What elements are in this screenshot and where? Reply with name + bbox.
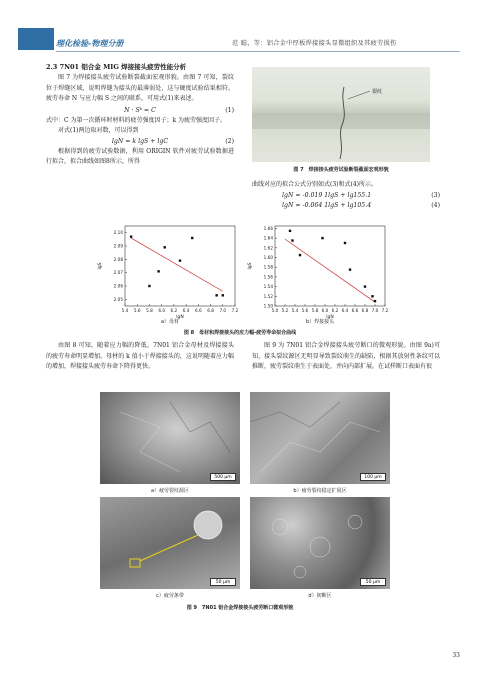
scale-bar-a: 500 μm: [210, 473, 236, 481]
figure-7-photo: [252, 67, 430, 162]
paragraph-7: 图 9 为 7N01 铝合金焊接接头疲劳断口的微观形貌。由图 9a)可知，接头裂纹源区无明显导致裂纹萌生的缺陷，根据其放射性条纹可以推断，疲劳裂纹萌生于表面处，并向内部扩展。在试样断口表面有很: [252, 342, 440, 370]
chart-a-x-tick-label: 7.0: [219, 308, 227, 313]
figure-9a-photo: [100, 392, 240, 484]
chart-b-y-tick-label: 1.58: [263, 264, 273, 270]
figure-7-caption: 图 7 焊接接头疲劳试验断裂截面宏观形貌: [293, 167, 389, 173]
chart-b-y-tick-label: 1.64: [263, 235, 273, 241]
figure-9d-texture: [250, 497, 390, 589]
chart-a-data-point: [191, 237, 193, 239]
equation-4-number: (4): [431, 201, 440, 209]
figure-8b-chart: [245, 220, 395, 320]
journal-logo-mark: [18, 28, 54, 50]
chart-b-y-axis-label: lgS: [248, 262, 253, 270]
chart-b-y-tick-label: 1.62: [263, 245, 273, 251]
page-number: 33: [452, 652, 460, 659]
chart-a-y-tick-label: 2.06: [113, 283, 123, 289]
chart-b-plot-frame: [275, 226, 385, 306]
chart-a-y-tick-label: 2.08: [113, 256, 123, 262]
chart-b-y-tick-label: 1.56: [263, 274, 273, 280]
chart-b-x-tick-label: 6.0: [321, 308, 329, 313]
chart-a-x-tick-label: 6.6: [194, 308, 202, 313]
chart-b-x-tick-label: 5.2: [281, 308, 289, 313]
chart-b-data-point: [371, 295, 373, 297]
chart-a-y-tick-label: 2.09: [113, 243, 123, 249]
section-title: 2.3 7N01 铝合金 MIG 焊接接头疲劳性能分析: [46, 63, 187, 71]
chart-b-y-tick-label: 1.54: [263, 284, 273, 290]
paragraph-5: 曲线对应的拟合公式分别如式(3)和式(4)所示。: [252, 181, 377, 188]
equation-4: [252, 201, 440, 211]
chart-b-y-tick-label: 1.52: [263, 293, 273, 299]
chart-b-data-point: [364, 285, 366, 287]
chart-a-x-tick-label: 5.8: [146, 308, 153, 313]
chart-a-data-point: [157, 270, 159, 272]
chart-b-y-tick-label: 1.66: [263, 225, 273, 231]
chart-a-fit-line: [131, 238, 223, 291]
chart-a-x-tick-label: 5.4: [121, 308, 129, 313]
equation-3: [252, 191, 440, 201]
chart-a-x-tick-label: 6.0: [158, 308, 166, 313]
chart-b-x-tick-label: 6.8: [361, 308, 369, 313]
figure-9b-subcaption: b）疲劳裂纹稳定扩展区: [293, 488, 347, 494]
equation-3-text: lgN = -0.019 1lgS + lg155.1: [282, 191, 372, 199]
chart-b-x-tick-label: 5.4: [291, 308, 299, 313]
figure-8a-chart: [95, 220, 245, 320]
chart-a-x-axis-label: lgN: [176, 315, 184, 320]
chart-a-data-point: [148, 285, 150, 287]
chart-b-x-tick-label: 6.2: [331, 308, 339, 313]
figure-9a-subcaption: a）疲劳裂纹源区: [150, 488, 190, 494]
chart-b-x-tick-label: 7.0: [371, 308, 379, 313]
paragraph-3: 对式(1)两边取对数，可以得到: [58, 127, 139, 134]
paragraph-1: 图 7 为焊接接头疲劳试验断裂截面宏观形貌。由图 7 可知，裂纹位于焊缝区域，说明焊缝为接头的最薄弱处，这与硬度试验结果相符。疲劳寿命 N 与应力幅 S 之间的联系，可用式(1)来表述。: [46, 74, 234, 102]
chart-a-y-axis-label: lgS: [98, 262, 103, 270]
chart-a-y-tick-label: 2.05: [113, 296, 123, 302]
chart-a-x-tick-label: 7.2: [231, 308, 239, 313]
chart-b-data-point: [349, 268, 351, 270]
chart-a-data-point: [215, 294, 217, 296]
chart-a-data-point: [164, 246, 166, 248]
chart-b-fit-line: [285, 239, 375, 302]
header-divider: [56, 51, 460, 52]
chart-a-y-tick-label: 2.10: [113, 230, 123, 236]
chart-a-x-tick-label: 5.6: [133, 308, 141, 313]
figure-8a-subcaption: a）母材: [160, 319, 180, 325]
figure-9c-subcaption: c）疲劳条带: [156, 593, 184, 599]
chart-a-data-point: [179, 259, 181, 261]
scale-bar-c: 50 μm: [210, 578, 236, 586]
chart-b-data-point: [289, 230, 291, 232]
chart-b-y-tick-label: 1.60: [263, 255, 273, 261]
chart-b-data-point: [344, 242, 346, 244]
figure-9b-photo: [250, 392, 390, 484]
chart-b-x-tick-label: 6.4: [341, 308, 349, 313]
chart-b-data-point: [291, 239, 293, 241]
chart-a-x-tick-label: 6.2: [170, 308, 178, 313]
chart-a-data-point: [130, 235, 132, 237]
paragraph-2: 式中：C 为第一次循环时材料的疲劳强度因子；k 为疲劳强度因子。: [46, 116, 227, 124]
figure-8-caption: 图 8 母材和焊接接头的应力幅-疲劳寿命拟合曲线: [183, 330, 297, 336]
figure-9b-texture: [250, 392, 390, 484]
figure-7-crack-drawing: [252, 67, 430, 162]
chart-a-x-tick-label: 6.4: [182, 308, 190, 313]
chart-b-data-point: [321, 237, 323, 239]
scale-bar-d: 50 μm: [360, 578, 386, 586]
figure-9d-subcaption: d）韧断区: [308, 593, 332, 599]
chart-b-x-tick-label: 7.2: [381, 308, 389, 313]
equation-2: [46, 137, 234, 147]
figure-9a-texture: [100, 392, 240, 484]
chart-a-y-tick-label: 2.07: [113, 270, 123, 276]
equation-1: [46, 106, 234, 116]
figure-9c-texture: [100, 497, 240, 589]
chart-b-x-tick-label: 5.0: [271, 308, 279, 313]
equation-1-text: N · Sᵏ = C: [124, 106, 156, 114]
figure-8b-subcaption: b）焊接接头: [305, 319, 335, 325]
equation-2-text: lgN = k lgS + lgC: [111, 137, 169, 145]
equation-2-number: (2): [225, 137, 234, 145]
chart-b-x-tick-label: 6.6: [351, 308, 359, 313]
paragraph-6: 由图 8 可知，随着应力幅的降低，7N01 铝合金母材及焊接接头的疲劳寿命明显增加。母材的 k 值小于焊接接头的，这说明随着应力幅的增加，焊接接头疲劳寿命下降得更快。: [46, 342, 234, 370]
chart-b-data-point: [374, 300, 376, 302]
equation-3-number: (3): [431, 191, 440, 199]
equation-1-number: (1): [225, 106, 234, 114]
figure-9-caption: 图 9 7N01 铝合金焊接接头疲劳断口微观形貌: [186, 605, 294, 611]
chart-b-x-tick-label: 5.8: [311, 308, 319, 313]
crack-label: 裂纹: [372, 89, 383, 95]
chart-b-data-point: [299, 254, 301, 256]
chart-a-data-point: [222, 294, 224, 296]
paragraph-4: 根据得到的疲劳试验数据，利用 ORIGIN 软件对疲劳试验数据进行拟合，拟合曲线如图8所示，所得: [46, 147, 234, 165]
figure-9d-photo: [250, 497, 390, 589]
running-title: 范 聪，等：铝合金中厚板焊接接头显微组织及其疲劳损伤: [232, 40, 397, 47]
chart-a-x-tick-label: 6.8: [207, 308, 214, 313]
chart-b-x-axis-label: lgN: [326, 315, 334, 320]
equation-4-text: lgN = -0.064 1lgS + lg105.4: [282, 201, 372, 209]
scale-bar-b: 100 μm: [360, 473, 386, 481]
right-column-top: [252, 180, 440, 211]
journal-logo-text: 理化检验-物理分册: [56, 39, 124, 48]
chart-b-x-tick-label: 5.6: [301, 308, 309, 313]
left-column-top: [46, 62, 234, 168]
chart-b-y-tick-label: 1.50: [263, 303, 273, 309]
figure-9c-photo: [100, 497, 240, 589]
